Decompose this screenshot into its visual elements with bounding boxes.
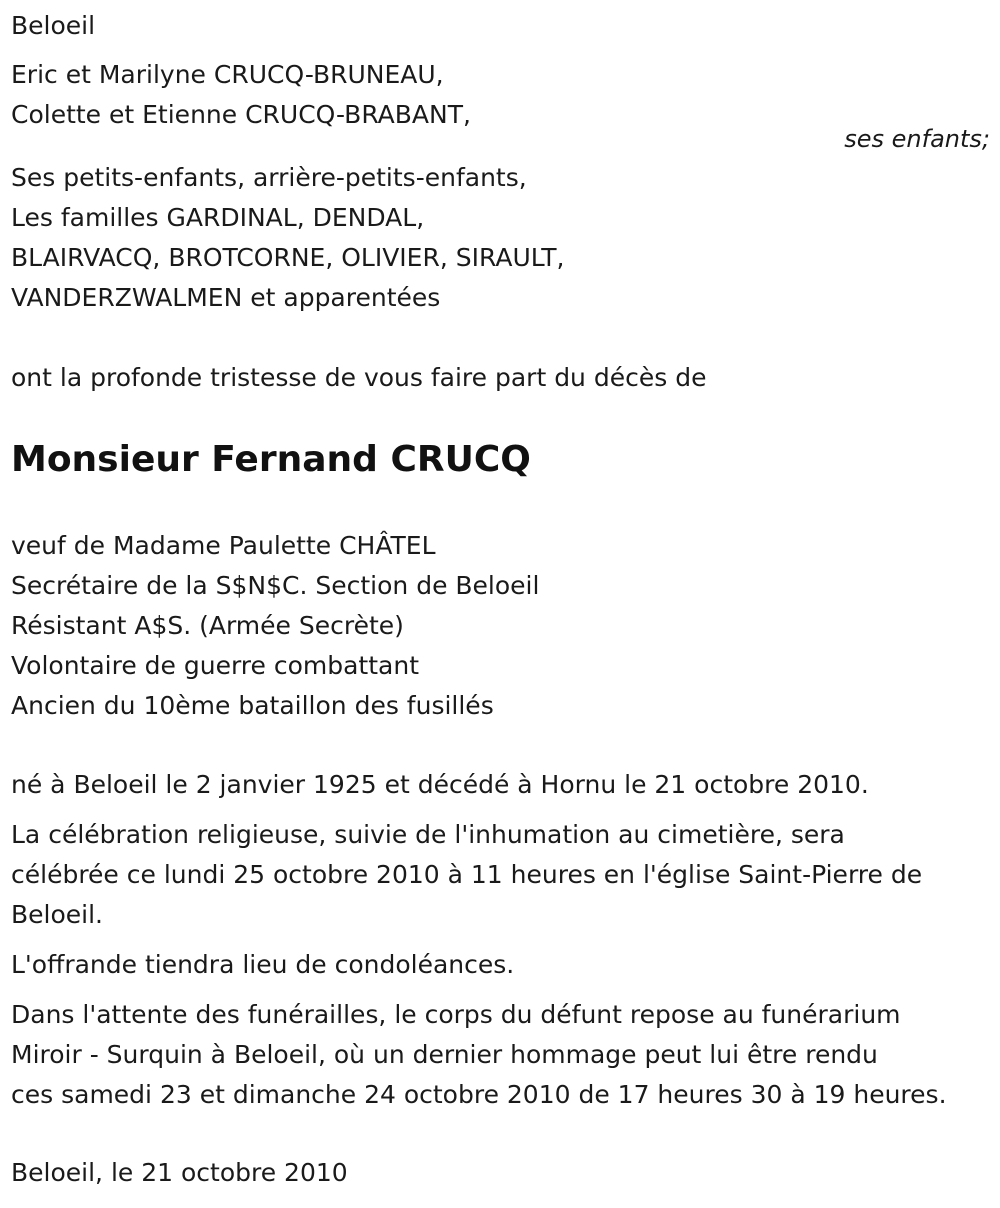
ceremony-line: La célébration religieuse, suivie de l'inhumation au cimetière, sera <box>11 820 845 849</box>
viewing-block <box>11 995 947 1115</box>
closing-place-date: Beloeil, le 21 octobre 2010 <box>11 1158 348 1187</box>
deceased-name: Monsieur Fernand CRUCQ <box>11 439 531 480</box>
child-line: Eric et Marilyne CRUCQ-BRUNEAU, <box>11 60 444 89</box>
title-line: Secrétaire de la S$N$C. Section de Beloeil <box>11 571 540 600</box>
family-line: Ses petits-enfants, arrière-petits-enfants, <box>11 163 527 192</box>
title-line: Ancien du 10ème bataillon des fusillés <box>11 691 494 720</box>
offering-text: L'offrande tiendra lieu de condoléances. <box>11 950 515 979</box>
family-line: Les familles GARDINAL, DENDAL, <box>11 203 425 232</box>
ceremony-block <box>11 815 922 935</box>
titles-block <box>11 526 539 726</box>
ceremony-line: Beloeil. <box>11 900 103 929</box>
family-line: BLAIRVACQ, BROTCORNE, OLIVIER, SIRAULT, <box>11 243 565 272</box>
title-line: Résistant A$S. (Armée Secrète) <box>11 611 404 640</box>
family-line: VANDERZWALMEN et apparentées <box>11 283 441 312</box>
children-note: ses enfants; <box>844 125 990 153</box>
viewing-line: Miroir - Surquin à Beloeil, où un dernier hommage peut lui être rendu <box>11 1040 878 1069</box>
children-block <box>11 55 471 135</box>
viewing-line: ces samedi 23 et dimanche 24 octobre 2010 de 17 heures 30 à 19 heures. <box>11 1080 947 1109</box>
title-line: Volontaire de guerre combattant <box>11 651 420 680</box>
viewing-line: Dans l'attente des funérailles, le corps du défunt repose au funérarium <box>11 1000 901 1029</box>
child-line: Colette et Etienne CRUCQ-BRABANT, <box>11 100 471 129</box>
title-line: veuf de Madame Paulette CHÂTEL <box>11 531 436 560</box>
place-header: Beloeil <box>11 11 96 40</box>
birth-death-text: né à Beloeil le 2 janvier 1925 et décédé à Hornu le 21 octobre 2010. <box>11 770 869 799</box>
ceremony-line: célébrée ce lundi 25 octobre 2010 à 11 heures en l'église Saint-Pierre de <box>11 860 923 889</box>
announcement-text: ont la profonde tristesse de vous faire part du décès de <box>11 363 707 392</box>
family-block <box>11 158 564 318</box>
